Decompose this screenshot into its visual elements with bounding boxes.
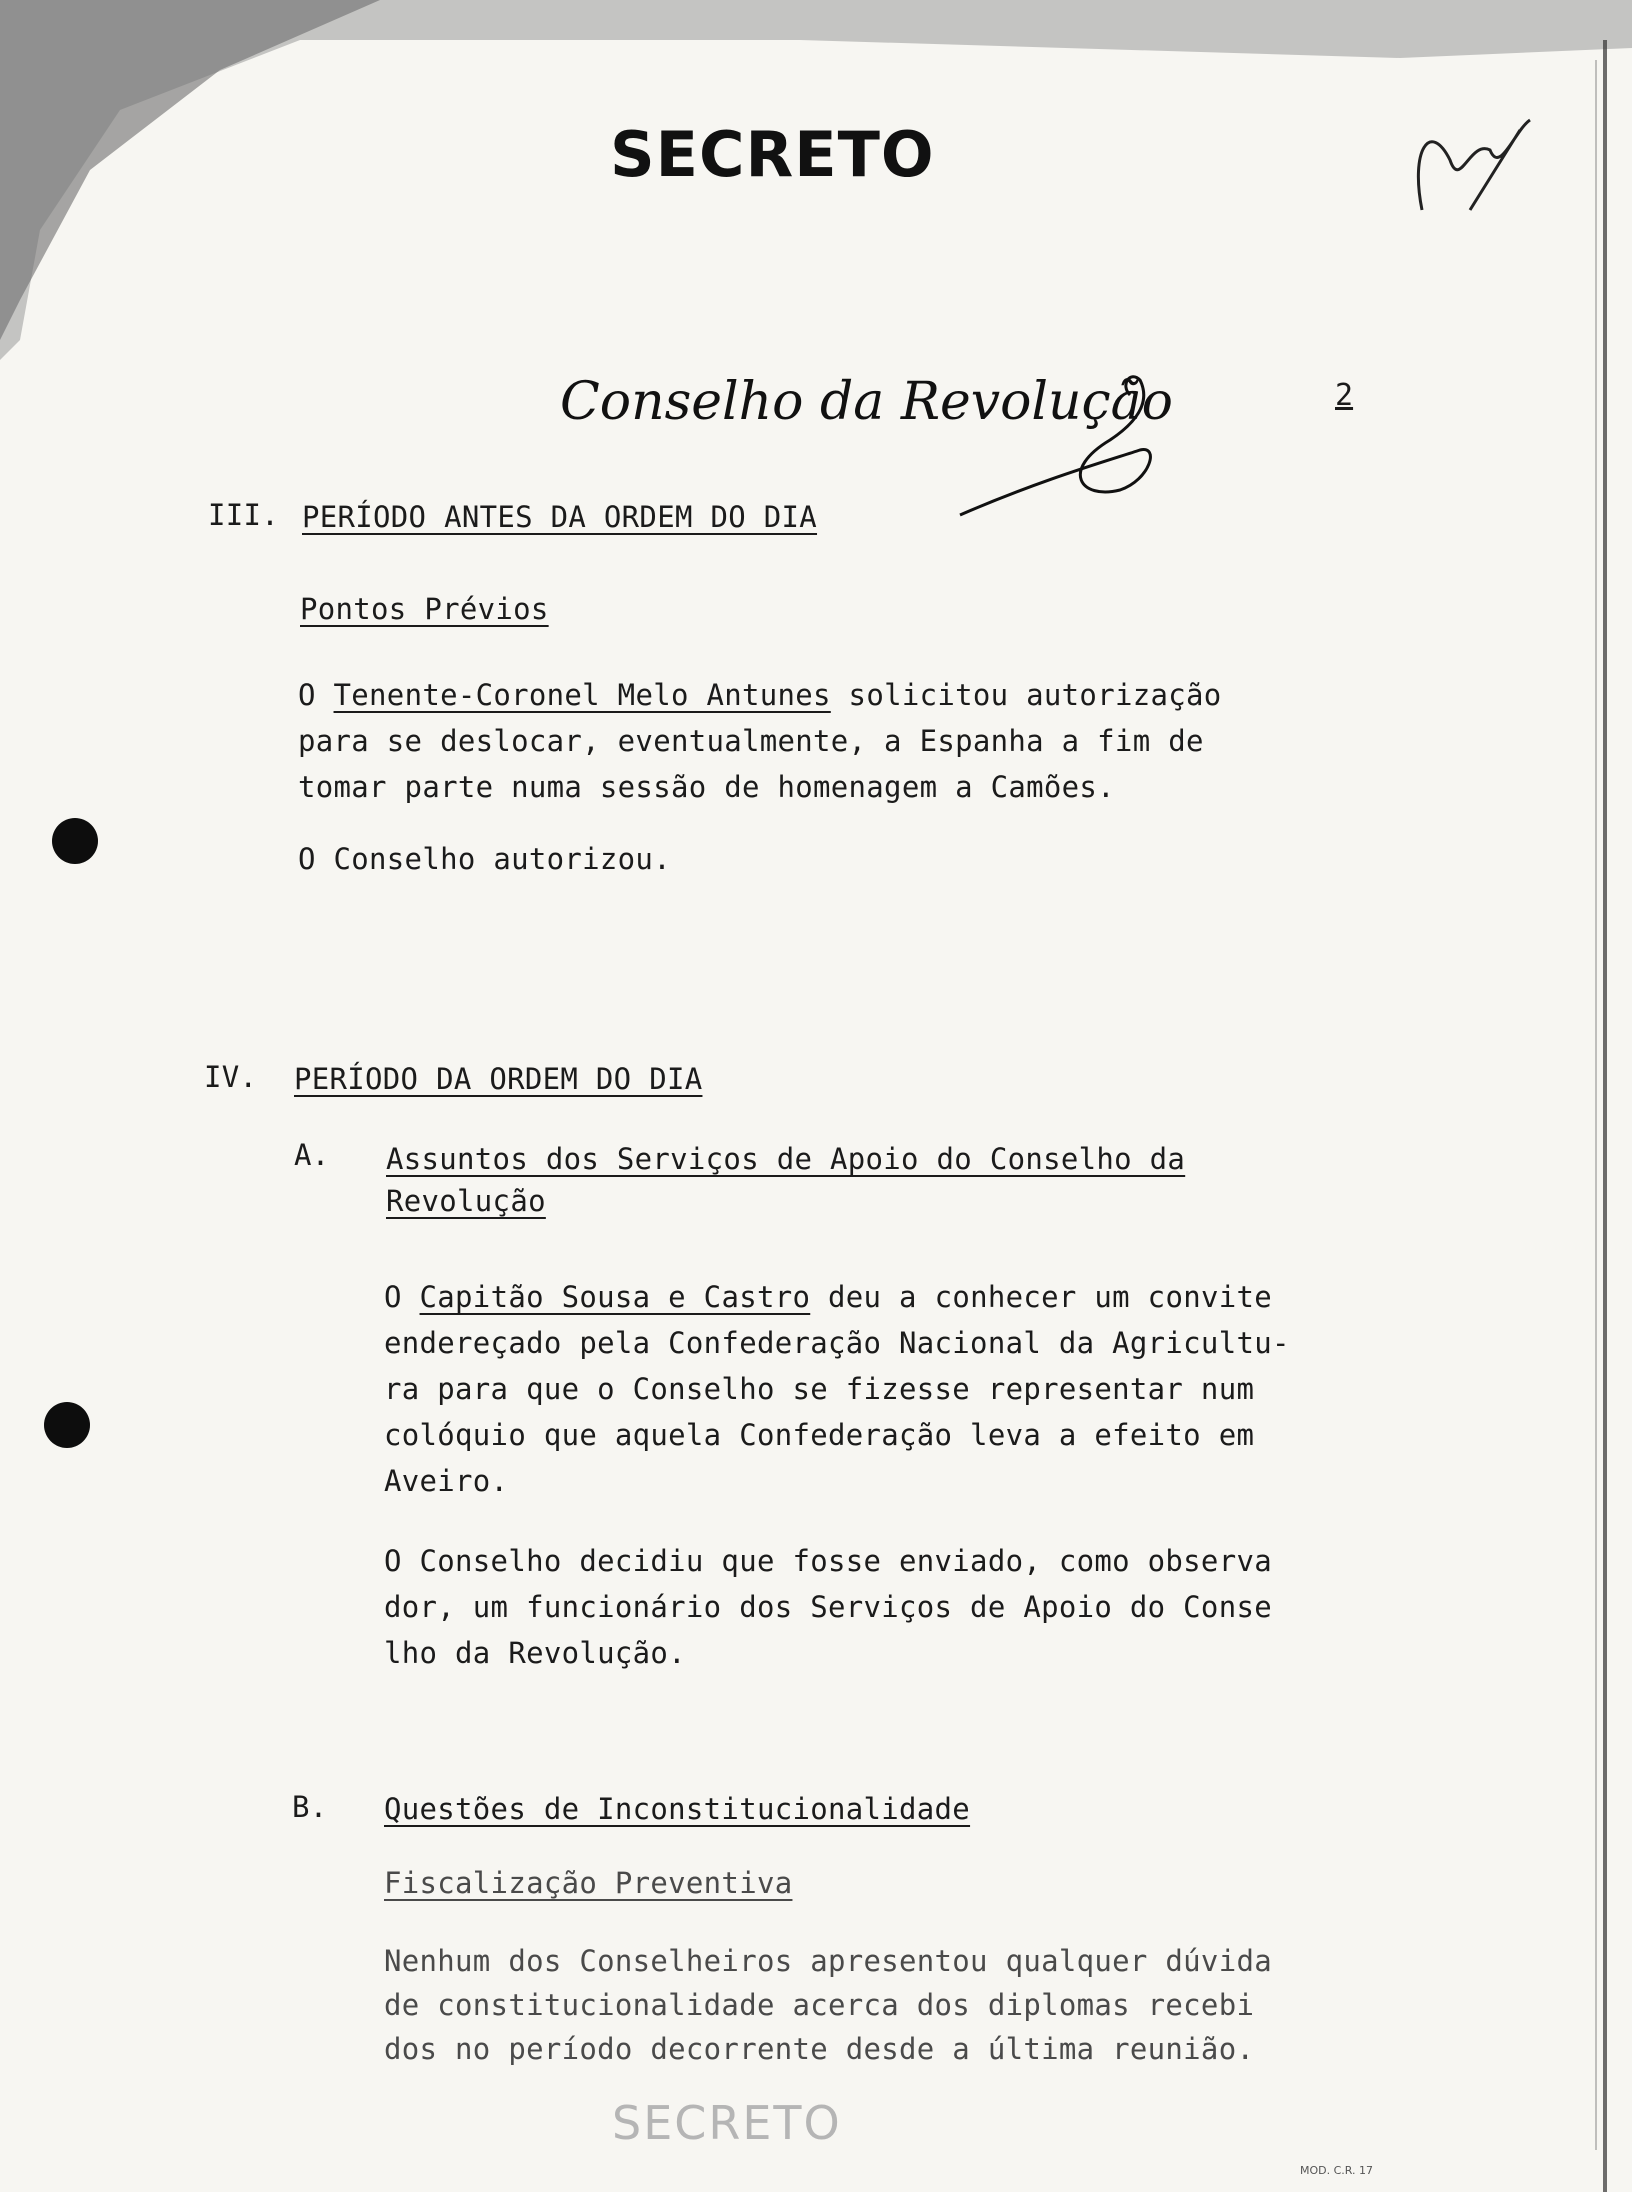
classification-stamp: SECRETO <box>610 118 935 191</box>
paragraph-line: lho da Revolução. <box>384 1636 686 1670</box>
paragraph-line: endereçado pela Confederação Nacional da Agricultu- <box>384 1326 1290 1360</box>
paragraph-line: O Conselho autorizou. <box>298 842 671 876</box>
form-code: MOD. C.R. 17 <box>1300 2164 1374 2177</box>
paragraph-text: O <box>298 678 334 712</box>
punch-hole <box>44 1402 90 1448</box>
punch-hole <box>52 818 98 864</box>
section-iii-numeral: III. <box>208 498 280 532</box>
paragraph-line <box>298 678 1222 712</box>
section-iii-title: PERÍODO ANTES DA ORDEM DO DIA <box>302 500 818 534</box>
paragraph-text: O <box>384 1280 420 1314</box>
paragraph-line: colóquio que aquela Confederação leva a efeito em <box>384 1418 1255 1452</box>
letterhead: Conselho da Revolução <box>560 372 1173 432</box>
paragraph-line: Nenhum dos Conselheiros apresentou qualquer dúvida <box>384 1944 1272 1978</box>
paragraph-line: Aveiro. <box>384 1464 509 1498</box>
paragraph-line: tomar parte numa sessão de homenagem a Camões. <box>298 770 1115 804</box>
subsection-a-letter: A. <box>294 1138 330 1172</box>
paragraph-line: dos no período decorrente desde a última reunião. <box>384 2032 1255 2066</box>
subsection-a-title: Revolução <box>386 1184 546 1218</box>
person-name: Capitão Sousa e Castro <box>419 1280 811 1314</box>
paragraph-line: O Conselho decidiu que fosse enviado, como observa <box>384 1544 1272 1578</box>
footer-classification-stamp: SECRETO <box>612 2096 842 2150</box>
subsection-b-title: Questões de Inconstitucionalidade <box>384 1792 971 1826</box>
section-iv-numeral: IV. <box>204 1060 258 1094</box>
paragraph-line <box>384 1280 1272 1314</box>
section-iii-subtitle: Pontos Prévios <box>300 592 549 626</box>
paragraph-line: de constitucionalidade acerca dos diplomas recebi <box>384 1988 1255 2022</box>
paragraph-text: deu a conhecer um convite <box>810 1280 1272 1314</box>
paragraph-line: dor, um funcionário dos Serviços de Apoio do Conse <box>384 1590 1272 1624</box>
scan-shadow-corner <box>0 0 380 340</box>
page-number: 2 <box>1335 378 1354 413</box>
paragraph-line: para se deslocar, eventualmente, a Espanha a fim de <box>298 724 1204 758</box>
subsection-b-subtitle: Fiscalização Preventiva <box>384 1866 793 1900</box>
subsection-b-letter: B. <box>292 1790 328 1824</box>
person-name: Tenente-Coronel Melo Antunes <box>333 678 831 712</box>
paragraph-line: ra para que o Conselho se fizesse representar num <box>384 1372 1255 1406</box>
subsection-a-title: Assuntos dos Serviços de Apoio do Conselho da <box>386 1142 1186 1176</box>
paragraph-text: solicitou autorização <box>830 678 1222 712</box>
initials-signature-top-right <box>1418 120 1530 210</box>
section-iv-title: PERÍODO DA ORDEM DO DIA <box>294 1062 703 1096</box>
